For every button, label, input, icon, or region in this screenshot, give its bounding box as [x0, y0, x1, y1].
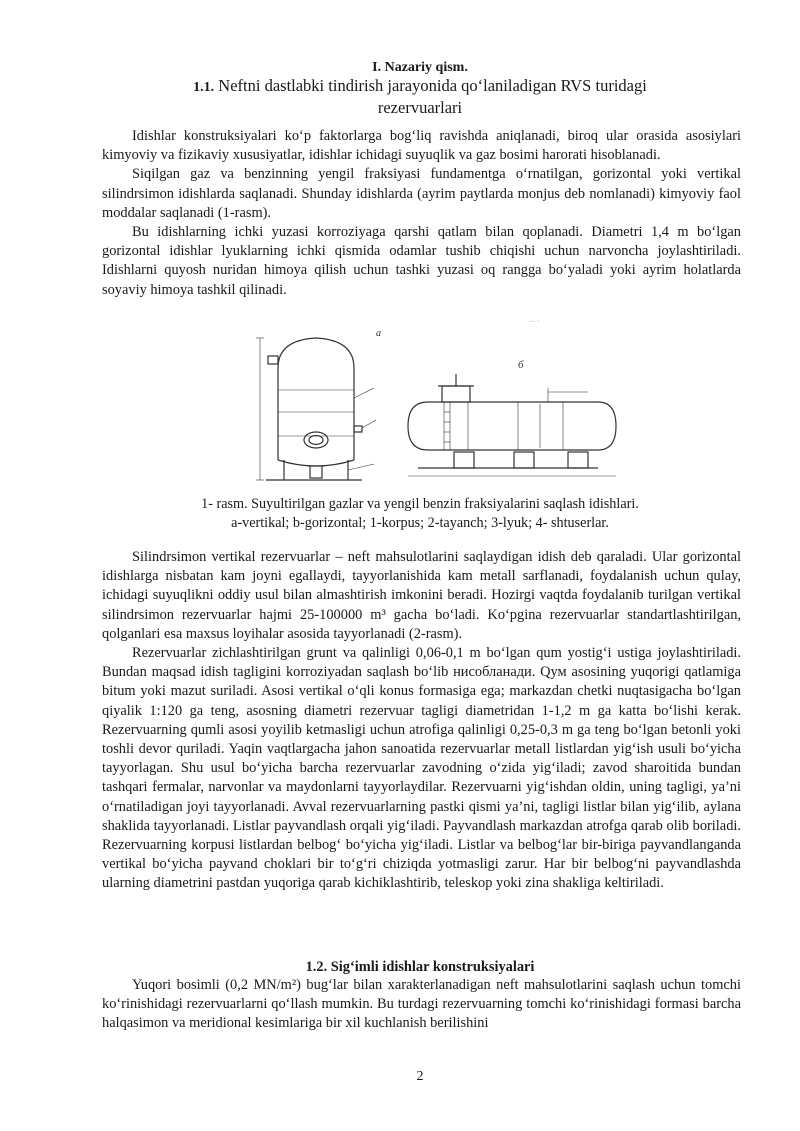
subsection-number: 1.1. — [193, 80, 215, 95]
paragraph: Bu idishlarning ichki yuzasi korroziyaga qarshi qatlam bilan qoplanadi. Diametri 1,4 m bo‘lgan gorizontal idishlar lyuklarning ichki qismida odamlar tushib chiqishi uchun narvoncha joylashtiriladi. Idishlarni quyosh nuridan himoya qilish uchun tashki yuzasi oq rangga bo‘yaladi yoki ayrim holatlarda soyaviy himoya tashkil qilinadi. — [102, 224, 741, 298]
subsection-title-line1: Neftni dastlabki tindirish jarayonida qo‘laniladigan RVS turidagi — [218, 76, 647, 95]
main-paragraphs — [102, 548, 741, 894]
figure-caption-line1: 1- rasm. Suyultirilgan gazlar va yengil benzin fraksiyalarini saqlash idishlari. — [201, 496, 639, 512]
vertical-vessel-drawing — [238, 328, 388, 488]
page-number: 2 — [416, 1069, 424, 1084]
paragraph: Rezervuarlar zichlashtirilgan grunt va qalinligi 0,06-0,1 m bo‘lgan qum yostig‘i ustiga joylashtiriladi. Bundan maqsad idish tagligini korroziyadan saqlash bo‘lib нисобланади. Qум asosining yuqorigi qatlamiga bitum yoki mazut suriladi. Asosi vertikal o‘qli konus formasiga ega; markazdan chetki nuqtasigacha bo‘lgan qiyalik 1:120 ga teng, asosning diametri rezervuar tagligi diametridan 1-1,2 m ga katta bo‘lishi kerak. Rezervuarning qumli asosi yoyilib ketmasligi uchun atrofiga qalinligi 0,25-0,3 m ga teng bo‘lgan betonli yoki toshli devor quriladi. Yaqin vaqtlargacha jahon sanoatida rezervuarlar metall listlardan yig‘ish usuli bo‘yicha tayyorlagan. Shu usul bo‘yicha barcha rezervuarlar zavodning o‘zida yig‘iladi; zavod sharoitida bundan tashqari fermalar, narvonlar va maydonlarni tayyorlaydilar. Rezervuarni yig‘ishdan oldin, uning tagligi, ya’ni o‘rnatiladigan joyi tayyorlanadi. Avval rezervuarlarning pastki qismi ya’ni, tagligi listlar bilan yig‘ilib, aylana shaklida tayyorlanadi. Listlar payvandlash orqali yig‘iladi. Payvandlash markazdan atrofga qarab olib boriladi. Rezervuarning korpusi listlardan belbog‘ bo‘yicha yig‘iladi. Listlar va belbog‘lar bir-biriga payvandlanganda vertikal bo‘yicha payvand choklari bir to‘g‘ri chiziqda yotmasligi zarur. Har bir belbog‘ni payvandlashda ularning diametrini pastdan yuqoriga qarab kichiklashtirib, teleskop yoki zina shakliga keltiriladi. — [102, 645, 741, 892]
paragraph: Yuqori bosimli (0,2 MN/m²) bug‘lar bilan xarakterlanadigan neft mahsulotlarini saqlash uchun tomchi ko‘rinishidagi rezervuarlarni qo‘llash mumkin. Bu turdagi rezervuarning tomchi ko‘rinishidagi formasi barcha halqasimon va meridional kesimlariga bir xil kuchlanish berilishini — [102, 977, 741, 1032]
paragraph: Silindrsimon vertikal rezervuarlar – neft mahsulotlarini saqlaydigan idish deb qaraladi. Ular gorizontal idishlarga nisbatan kam joyni egallaydi, tayyorlanishida kam metall sarflanadi, foydalanish uchun qulay, ichidagi suyuqlikni oddiy usul bilan almashtirish imkonini beradi. Hozirgi vaqtda foydalanib turilgan vertikal silindrsimon rezervuarlar hajmi 25-100000 m³ gacha bo‘ladi. Ko‘pgina rezervuarlar standartlashtirilgan, qolganlari esa maxsus loyihalar asosida tayyorlanadi (2-rasm). — [102, 549, 741, 642]
horizontal-vessel-drawing — [398, 348, 618, 483]
section-title: I. Nazariy qism. — [372, 60, 468, 75]
figure-caption — [100, 495, 740, 533]
figure-label-a: a — [376, 328, 381, 339]
section2-title: 1.2. Sig‘imli idishlar konstruksiyalari — [305, 959, 535, 975]
paragraph: Siqilgan gaz va benzinning yengil fraksiyasi fundamentga o‘rnatilgan, gorizontal yoki vertikal silindrsimon idishlarda saqlanadi. Shunday idishlarda (ayrim paytlarda monjus deb nomlanadi) kimyoviy faol moddalar saqlanadi (1-rasm). — [102, 166, 741, 221]
subsection-title — [100, 76, 740, 118]
figure-caption-line2: a-vertikal; b-gorizontal; 1-korpus; 2-tayanch; 3-lyuk; 4- shtuserlar. — [231, 515, 609, 531]
section2-paragraphs — [102, 976, 741, 1034]
paragraph: Idishlar konstruksiyalari ko‘p faktorlarga bog‘liq ravishda aniqlanadi, biroq ular orasida asosiylari kimyoviy va fizikaviy xususiyatlar, idishlar ichidagi suyuqlik va gaz bosimi harorati hisoblanadi. — [102, 128, 741, 164]
intro-paragraphs — [102, 127, 741, 300]
figure-label-b: б — [518, 359, 524, 371]
subsection-title-line2: rezervuarlari — [377, 98, 463, 117]
stray-mark: – · — [530, 316, 540, 326]
